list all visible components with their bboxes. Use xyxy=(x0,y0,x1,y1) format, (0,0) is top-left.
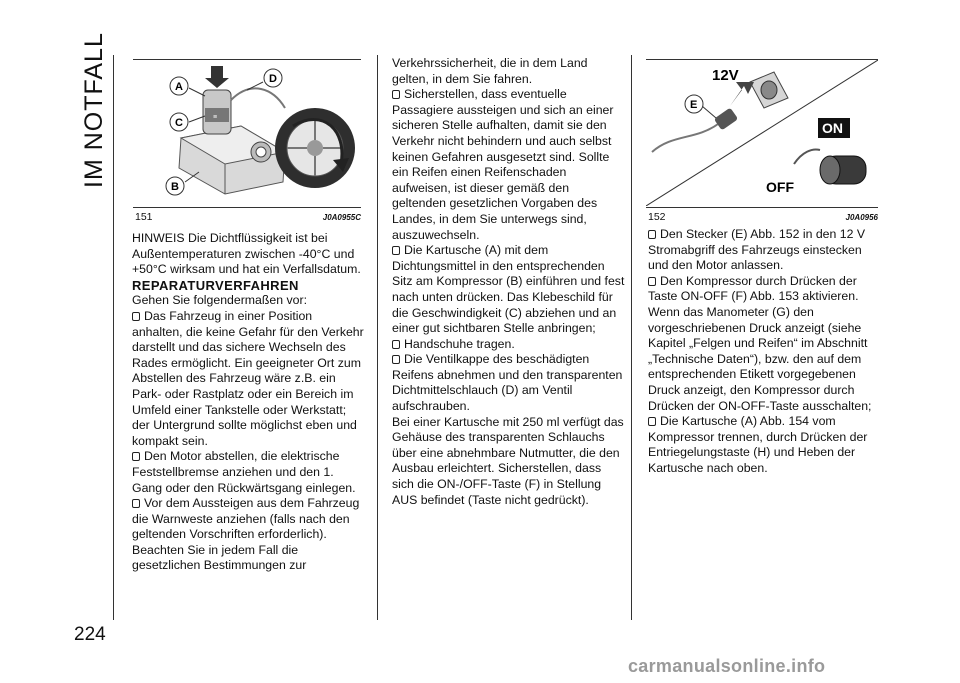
watermark: carmanualsonline.info xyxy=(628,656,826,676)
bullet-item: Den Motor abstellen, die elektrische Feststellbremse anziehen und den 1. Gang oder den Rückwärtsgang einlegen. xyxy=(132,449,364,496)
label-12v: 12V xyxy=(712,67,739,84)
text-column-1 xyxy=(132,231,364,574)
label-d: D xyxy=(269,73,277,85)
figure-152-illustration xyxy=(646,60,878,206)
svg-text:≡: ≡ xyxy=(213,114,218,121)
label-off: OFF xyxy=(766,179,794,195)
figure-bottom-rule xyxy=(646,207,878,208)
page-number: 224 xyxy=(74,624,106,645)
figure-151-illustration xyxy=(133,60,361,206)
text-column-2 xyxy=(392,56,626,508)
section-heading: REPARATURVERFAHREN xyxy=(132,277,299,293)
figure-number: 151 xyxy=(135,211,153,223)
label-b: B xyxy=(171,181,179,193)
body-paragraph: Bei einer Kartusche mit 250 ml verfügt das Gehäuse des transparenten Schlauchs über eine abnehmbare Nutmutter, die den Ausbau erleichtert. Sicherstellen, dass sich die ON-/OFF-Taste (F) in Stellung AUS befindet (Taste nicht gedrückt). xyxy=(392,414,624,507)
figure-code: J0A0956 xyxy=(845,213,878,222)
figure-151-caption xyxy=(135,211,361,223)
label-c: C xyxy=(175,117,183,129)
figure-152-caption xyxy=(648,211,878,223)
column-divider xyxy=(377,55,378,620)
text-column-3 xyxy=(648,227,880,477)
chapter-title: IM NOTFALL xyxy=(80,32,108,188)
figure-bottom-rule xyxy=(133,207,361,208)
bullet-item: Die Kartusche (A) mit dem Dichtungsmittel in den entsprechenden Sitz am Kompressor (B) einführen und fest nach unten drücken. Das Klebeschild für die Geschwindigkeit (C) abziehen und an einer gut sichtbaren Stelle anbringen; xyxy=(392,243,625,336)
bullet-item: Den Kompressor durch Drücken der Taste ON-OFF (F) Abb. 153 aktivieren. Wenn das Manometer (G) den vorgeschriebenen Druck anzeigt (siehe Kapitel „Felgen und Reifen“ im Abschnitt „Technische Daten“), bzw. den auf dem entsprechenden Etikett vorgegebenen Druck anzeigt, den Kompressor durch Drücken der ON-OFF-Taste ausschalten; xyxy=(648,274,880,414)
column-divider xyxy=(113,55,114,620)
note-paragraph: HINWEIS Die Dichtflüssigkeit ist bei Außentemperaturen zwischen -40°C und +50°C wirksam und hat ein Verfallsdatum. xyxy=(132,231,361,277)
bullet-item: Das Fahrzeug in einer Position anhalten, die keine Gefahr für den Verkehr darstellt und das sichere Wechseln des Rades ermöglicht. Ein geeigneter Ort zum Abstellen des Fahrzeug wäre z.B. ein Park- oder Rastplatz oder ein Bereich im Umfeld einer Tankstelle oder Werkstatt; der Untergrund sollte möglichst eben und kompakt sein. xyxy=(132,308,364,448)
bullet-item: Sicherstellen, dass eventuelle Passagiere aussteigen und sich an einer sicheren Stelle aufhalten, damit sie den Verkehr nicht behindern und auch selbst keinen Gefahren ausgesetzt sind. Sollte ein Reifen einen Reifenschaden aufweisen, ist dieser gemäß den geltenden gesetzlichen Vorgaben des Landes, in dem Sie unterwegs sind, auszuwechseln. xyxy=(392,87,626,243)
intro-paragraph: Gehen Sie folgendermaßen vor: xyxy=(132,293,307,308)
label-on: ON xyxy=(822,120,843,136)
figure-code: J0A0955C xyxy=(322,213,361,222)
bullet-item: Die Kartusche (A) Abb. 154 vom Kompressor trennen, durch Drücken der Entriegelungstaste (H) und Heben der Kartusche nach oben. xyxy=(648,414,880,476)
continuation-paragraph: Verkehrssicherheit, die in dem Land gelten, in dem Sie fahren. xyxy=(392,56,588,86)
column-divider xyxy=(631,55,632,620)
label-e: E xyxy=(690,99,698,111)
figure-number: 152 xyxy=(648,211,666,223)
label-a: A xyxy=(175,81,183,93)
bullet-item: Handschuhe tragen. xyxy=(392,337,626,353)
bullet-item: Vor dem Aussteigen aus dem Fahrzeug die Warnweste anziehen (falls nach den geltenden Vorschriften erforderlich). Beachten Sie in jedem Fall die gesetzlichen Bestimmungen zur xyxy=(132,496,364,574)
bullet-item: Die Ventilkappe des beschädigten Reifens abnehmen und den transparenten Dichtmittelschlauch (D) am Ventil aufschrauben. xyxy=(392,352,626,414)
bullet-item: Den Stecker (E) Abb. 152 in den 12 V Stromabgriff des Fahrzeugs einstecken und den Motor anlassen. xyxy=(648,227,880,274)
